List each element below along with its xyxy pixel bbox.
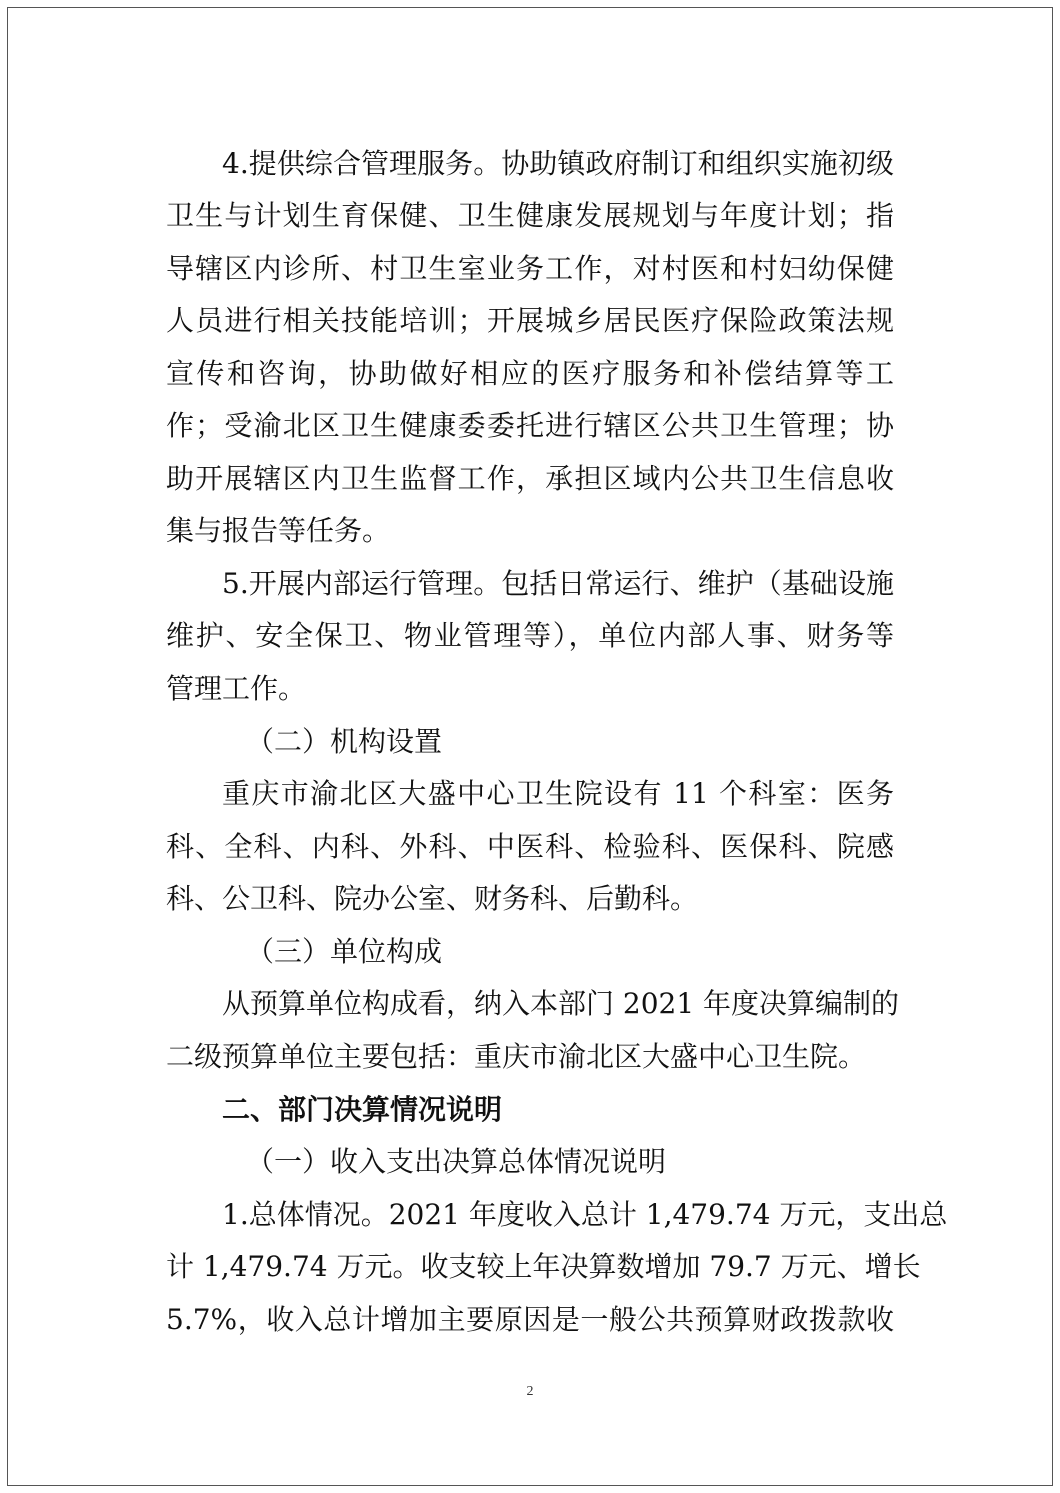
- units-line-2: 二级预算单位主要包括：重庆市渝北区大盛中心卫生院。: [166, 1040, 867, 1073]
- heading-organization: （二）机构设置: [246, 725, 443, 758]
- heading-units: （三）单位构成: [246, 935, 443, 968]
- overall-line-3: 5.7%，收入总计增加主要原因是一般公共预算财政拨款收: [166, 1303, 894, 1336]
- paragraph-5-line-1: 5.开展内部运行管理。包括日常运行、维护（基础设施: [222, 567, 894, 600]
- paragraph-4-line-7: 助开展辖区内卫生监督工作，承担区域内公共卫生信息收: [166, 462, 894, 495]
- paragraph-4-line-3: 导辖区内诊所、村卫生室业务工作，对村医和村妇幼保健: [166, 252, 894, 285]
- overall-line-2: 计 1,479.74 万元。收支较上年决算数增加 79.7 万元、增长: [166, 1250, 921, 1283]
- paragraph-4-line-2: 卫生与计划生育保健、卫生健康发展规划与年度计划；指: [166, 199, 894, 232]
- paragraph-4-line-4: 人员进行相关技能培训；开展城乡居民医疗保险政策法规: [166, 304, 894, 337]
- units-line-1: 从预算单位构成看，纳入本部门 2021 年度决算编制的: [222, 987, 900, 1020]
- paragraph-5-line-2: 维护、安全保卫、物业管理等），单位内部人事、财务等: [166, 619, 894, 652]
- paragraph-4-line-1: 4.提供综合管理服务。协助镇政府制订和组织实施初级: [222, 147, 894, 180]
- paragraph-4-line-5: 宣传和咨询，协助做好相应的医疗服务和补偿结算等工: [166, 357, 894, 390]
- heading-section-2: 二、部门决算情况说明: [222, 1093, 503, 1126]
- heading-overall: （一）收入支出决算总体情况说明: [246, 1145, 667, 1178]
- organization-line-2: 科、全科、内科、外科、中医科、检验科、医保科、院感: [166, 830, 894, 863]
- paragraph-4-line-8: 集与报告等任务。: [166, 514, 391, 547]
- page-number: 2: [526, 1384, 534, 1399]
- organization-line-1: 重庆市渝北区大盛中心卫生院设有 11 个科室：医务: [222, 777, 894, 810]
- paragraph-5-line-3: 管理工作。: [166, 672, 307, 705]
- paragraph-4-line-6: 作；受渝北区卫生健康委委托进行辖区公共卫生管理；协: [166, 409, 894, 442]
- overall-line-1: 1.总体情况。2021 年度收入总计 1,479.74 万元，支出总: [222, 1198, 948, 1231]
- organization-line-3: 科、公卫科、院办公室、财务科、后勤科。: [166, 882, 699, 915]
